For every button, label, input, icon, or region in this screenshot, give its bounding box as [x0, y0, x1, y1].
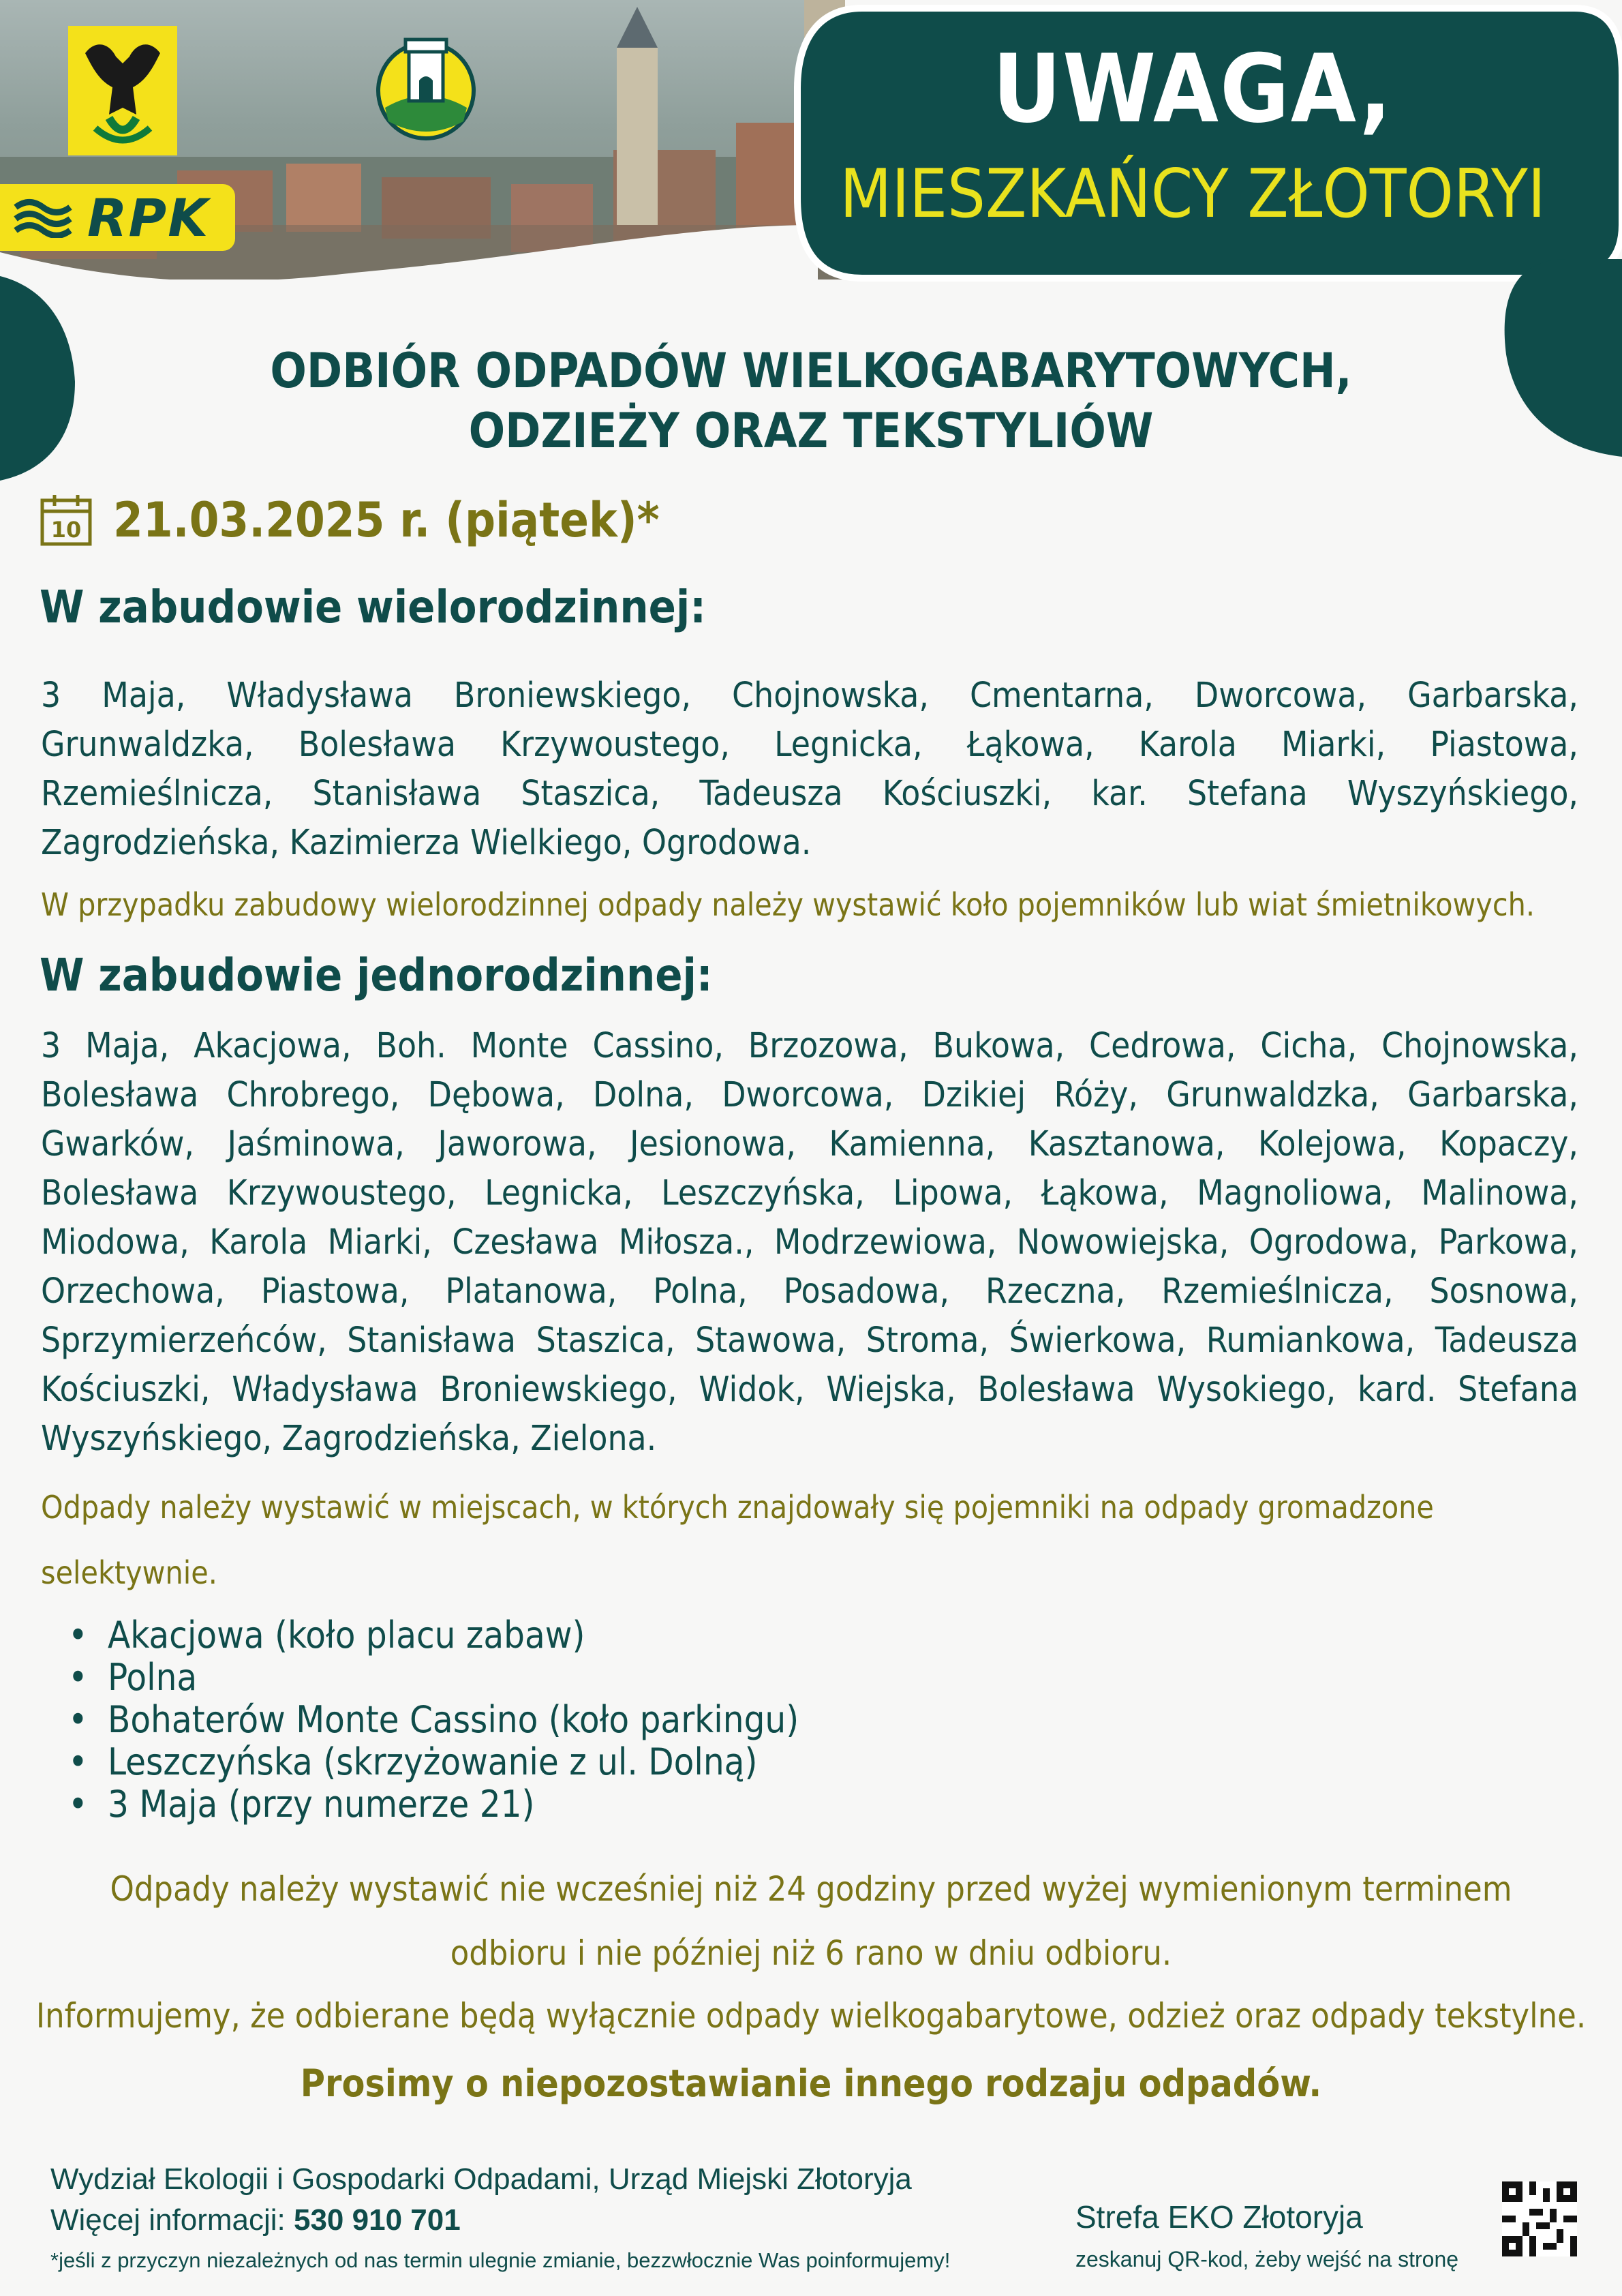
footer-disclaimer: *jeśli z przyczyn niezależnych od nas termin ulegnie zmianie, bezzwłocznie Was poinformujemy! [50, 2248, 951, 2272]
rpk-logo [0, 184, 235, 251]
multi-family-heading: W zabudowie wielorodzinnej: [40, 581, 707, 633]
info-line-3: Informujemy, że odbierane będą wyłącznie odpady wielkogabarytowe, odzież oraz odpady tekstylne. [35, 1996, 1587, 2036]
title-line-2: ODZIEŻY ORAZ TEKSTYLIÓW [468, 403, 1154, 459]
date-text: 21.03.2025 r. (piątek)* [113, 492, 660, 548]
location-list [68, 1614, 799, 1826]
qr-caption: zeskanuj QR-kod, żeby wejść na stronę [1075, 2247, 1459, 2271]
single-family-streets: 3 Maja, Akacjowa, Boh. Monte Cassino, Brzozowa, Bukowa, Cedrowa, Cicha, Chojnowska, Bolesława Chrobrego, Dębowa, Dolna, Dworcowa, Dzikiej Róży, Grunwaldzka, Garbarska, Gwarków, Jaśminowa, Jaworowa, Jesionowa, Kamienna, Kasztanowa, Kolejowa, Kopaczy, Bolesława Krzywoustego, Legnicka, Leszczyńska, Lipowa, Łąkowa, Magnoliowa, Malinowa, Miodowa, Karola Miarki, Czesława Miłosza., Modrzewiowa, Nowowiejska, Ogrodowa, Parkowa, Orzechowa, Piastowa, Platanowa, Polna, Posadowa, Rzeczna, Rzemieślnicza, Sosnowa, Sprzymierzeńców, Stanisława Staszica, Stawowa, Stroma, Świerkowa, Rumiankowa, Tadeusza Kościuszki, Władysława Broniewskiego, Widok, Wiejska, Bolesława Wysokiego, kard. Stefana Wyszyńskiego, Zagrodzieńska, Zielona. [41, 1026, 1578, 1459]
svg-text:10: 10 [50, 517, 82, 543]
list-item: • Bohaterów Monte Cassino (koło parkingu) [68, 1698, 799, 1741]
banner-headline: UWAGA, [992, 34, 1393, 144]
list-item: • Polna [68, 1656, 198, 1699]
silesia-crest-logo [68, 26, 177, 155]
collection-date [40, 489, 660, 551]
multi-family-streets: 3 Maja, Władysława Broniewskiego, Chojnowska, Cmentarna, Dworcowa, Garbarska, Grunwaldzka, Bolesława Krzywoustego, Legnicka, Łąkowa, Karola Miarki, Piastowa, Rzemieślnicza, Stanisława Staszica, Tadeusza Kościuszki, kar. Stefana Wyszyńskiego, Zagrodzieńska, Kazimierza Wielkiego, Ogrodowa. [41, 676, 1578, 863]
single-family-note-line-1: Odpady należy wystawić w miejscach, w których znajdowały się pojemniki na odpady gromadzone [41, 1489, 1434, 1526]
calendar-icon [40, 494, 93, 547]
eko-tower-icon [354, 12, 498, 155]
title-line-1: ODBIÓR ODPADÓW WIELKOGABARYTOWYCH, [270, 343, 1352, 399]
qr-title: Strefa EKO Złotoryja [1075, 2199, 1363, 2235]
list-item: • Leszczyńska (skrzyżowanie z ul. Dolną) [68, 1740, 758, 1783]
info-line-4: Prosimy o niepozostawianie innego rodzaju odpadów. [300, 2061, 1322, 2105]
header [0, 0, 1622, 293]
rpk-waves-icon [12, 197, 74, 238]
single-family-note-line-2: selektywnie. [41, 1554, 217, 1591]
single-family-heading: W zabudowie jednorodzinnej: [40, 949, 713, 1001]
footer-department: Wydział Ekologii i Gospodarki Odpadami, Urząd Miejski Złotoryja [50, 2162, 912, 2196]
list-item: • Akacjowa (koło placu zabaw) [68, 1614, 585, 1657]
more-info-label: Więcej informacji: [50, 2203, 286, 2237]
zlotoryja-eko-aktywna-logo [354, 12, 498, 155]
rpk-label: RPK [87, 187, 210, 248]
multi-family-note: W przypadku zabudowy wielorodzinnej odpady należy wystawić koło pojemników lub wiat śmietnikowych. [41, 886, 1535, 923]
phone-number[interactable]: 530 910 701 [293, 2203, 461, 2237]
page-title [170, 341, 1452, 461]
footer-more-info [50, 2203, 461, 2237]
info-line-1: Odpady należy wystawić nie wcześniej niż 24 godziny przed wyżej wymienionym terminem [110, 1869, 1512, 1909]
eagle-icon [68, 26, 177, 155]
list-item: • 3 Maja (przy numerze 21) [68, 1783, 535, 1826]
banner-subheadline: MIESZKAŃCY ZŁOTORYI [840, 155, 1546, 233]
qr-code-icon[interactable] [1502, 2181, 1577, 2256]
info-line-2: odbioru i nie później niż 6 rano w dniu odbioru. [450, 1933, 1172, 1973]
